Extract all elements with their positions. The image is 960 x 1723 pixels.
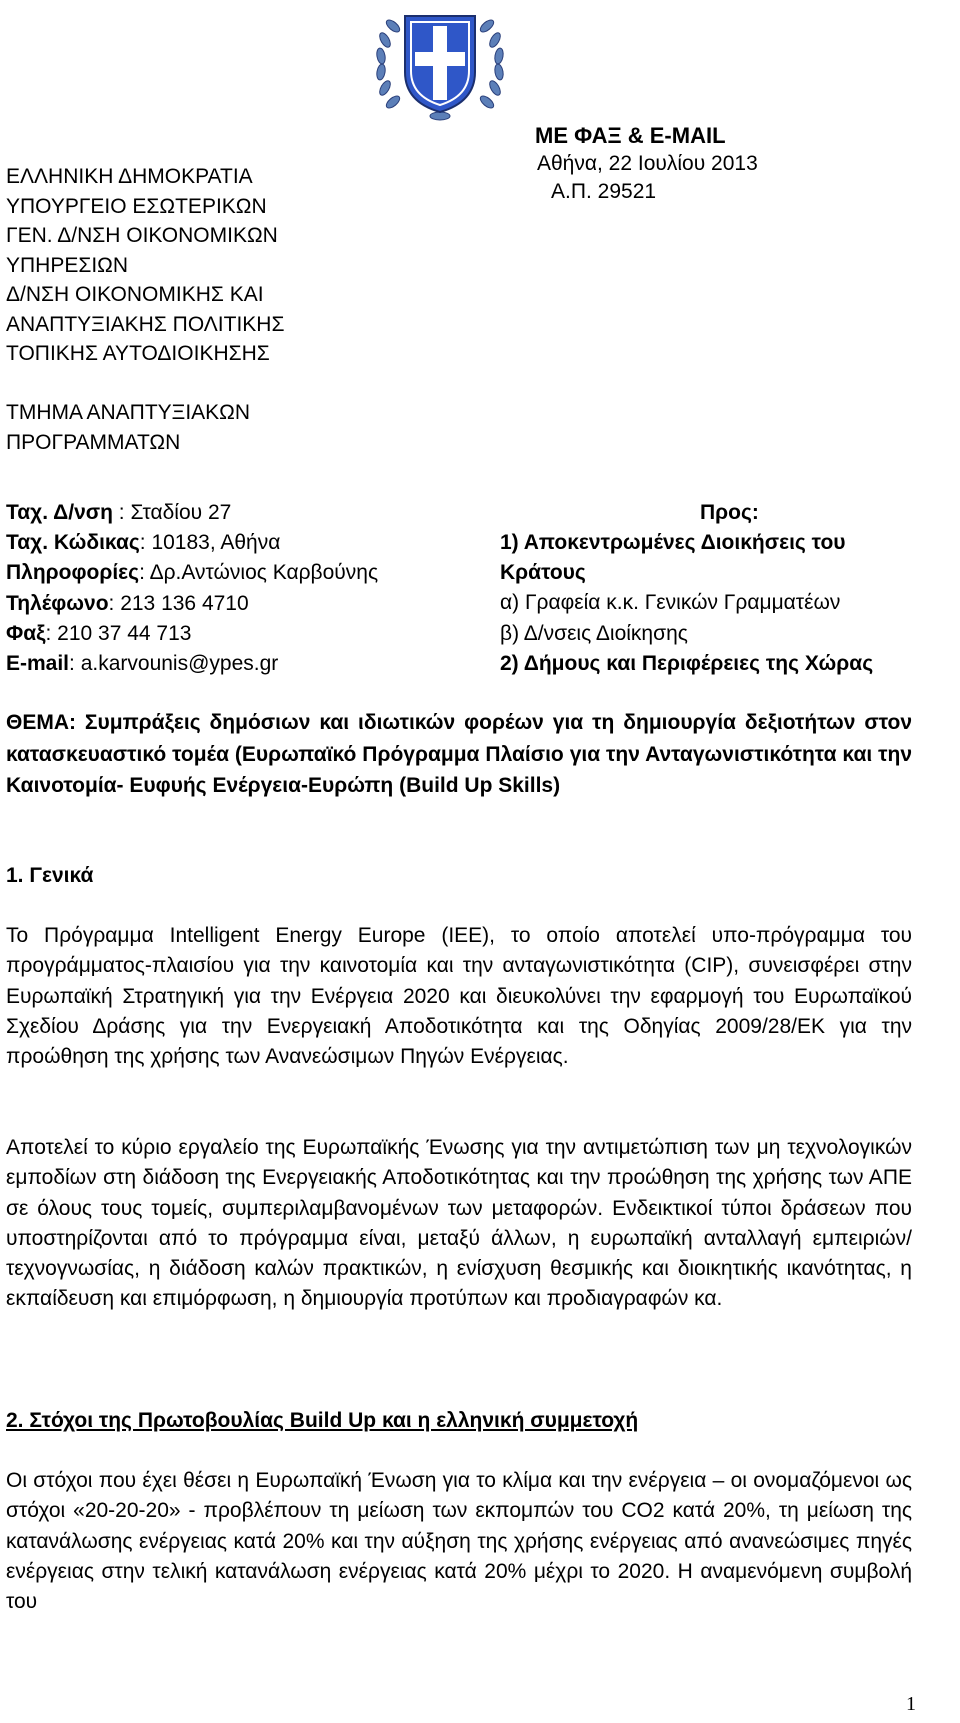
sender-line: Δ/ΝΣΗ ΟΙΚΟΝΟΜΙΚΗΣ ΚΑΙ — [6, 283, 264, 306]
sender-line: ΕΛΛΗΝΙΚΗ ΔΗΜΟΚΡΑΤΙΑ — [6, 165, 253, 188]
greek-coat-of-arms-icon — [365, 2, 515, 124]
sender-line: ΥΠΟΥΡΓΕΙΟ ΕΣΩΤΕΡΙΚΩΝ — [6, 194, 267, 218]
sender-block — [6, 162, 284, 457]
protocol-number: Α.Π. 29521 — [551, 180, 657, 203]
sender-line: ΑΝΑΠΤΥΞΙΑΚΗΣ ΠΟΛΙΤΙΚΗΣ — [6, 312, 285, 336]
sender-line: ΓΕΝ. Δ/ΝΣΗ ΟΙΚΟΝΟΜΙΚΩΝ — [6, 224, 278, 247]
postal-label: Ταχ. Κώδικας — [6, 531, 140, 555]
letter-date: Αθήνα, 22 Ιουλίου 2013 — [537, 152, 758, 175]
department-line: ΤΜΗΜΑ ΑΝΑΠΤΥΞΙΑΚΩΝ — [6, 401, 251, 424]
fax-row — [6, 619, 378, 649]
email-value: : a.karvounis@ypes.gr — [69, 652, 279, 676]
recipient-line: 2) Δήμους και Περιφέρειες της Χώρας — [500, 651, 874, 675]
contact-block — [6, 498, 378, 679]
recipient-line: β) Δ/νσεις Διοίκησης — [500, 621, 688, 645]
phone-value: : 213 136 4710 — [108, 591, 249, 615]
recipient-line: 1) Αποκεντρωμένες Διοικήσεις του — [500, 531, 846, 554]
sender-line: ΤΟΠΙΚΗΣ ΑΥΤΟΔΙΟΙΚΗΣΗΣ — [6, 342, 270, 365]
section-1-paragraph-1: Το Πρόγραμμα Intelligent Energy Europe (IEE), το οποίο αποτελεί υπο-πρόγραμμα του προγράμματος-πλαισίου για την καινοτομία και την ανταγωνιστικότητα (CIP), συνεισφέρει στην Ευρωπαϊκή Στρατηγική για την Ενέργεια 2020 και διευκολύνει την εφαρμογή του Ευρωπαϊκού Σχεδίου Δράσης για την Ενεργειακή Αποδοτικότητα και της Οδηγίας 2009/28/ΕΚ για την προώθηση της χρήσης των Ανανεώσιμων Πηγών Ενέργειας. — [6, 924, 912, 1069]
phone-label: Τηλέφωνο — [6, 591, 109, 615]
postal-row — [6, 528, 378, 558]
recipient-line: α) Γραφεία κ.κ. Γενικών Γραμματέων — [500, 591, 841, 615]
recipients-heading: Προς: — [700, 501, 759, 524]
info-label: Πληροφορίες — [6, 561, 140, 585]
recipients-block — [500, 528, 873, 679]
department-line: ΠΡΟΓΡΑΜΜΑΤΩΝ — [6, 430, 181, 454]
transmission-method: ΜΕ ΦΑΞ & E-MAIL — [535, 123, 726, 148]
phone-row — [6, 589, 378, 619]
postal-value: : 10183, Αθήνα — [139, 531, 281, 555]
fax-label: Φαξ — [6, 621, 46, 645]
info-row — [6, 558, 378, 588]
info-value: : Δρ.Αντώνιος Καρβούνης — [139, 561, 379, 585]
subject: ΘΕΜΑ: Συμπράξεις δημόσιων και ιδιωτικών φορέων για τη δημιουργία δεξιοτήτων στον κατασκευαστικό τομέα (Ευρωπαϊκό Πρόγραμμα Πλαίσιο για την Ανταγωνιστικότητα και την Καινοτομία- Ευφυής Ενέργεια-Ευρώπη (Build Up Skills) — [6, 711, 912, 797]
section-2-paragraph-1: Οι στόχοι που έχει θέσει η Ευρωπαϊκή Ένωση για το κλίμα και την ενέργεια – οι ονομαζόμενοι ως στόχοι «20-20-20» - προβλέπουν τη μείωση των εκπομπών του CO2 κατά 20%, τη μείωση της κατανάλωσης ενέργειας κατά 20% και την αύξηση της χρήσης ενέργειας από ανανεώσιμες πηγές ενέργειας στην τελική κατανάλωση ενέργειας κατά 20% μέχρι το 2020. Η αναμενόμενη συμβολή του — [6, 1469, 912, 1614]
fax-value: : 210 37 44 713 — [45, 621, 192, 645]
email-row — [6, 649, 378, 679]
email-label: E-mail — [6, 652, 70, 676]
page-number: 1 — [906, 1693, 916, 1715]
section-1-heading: 1. Γενικά — [6, 864, 94, 887]
address-row — [6, 498, 378, 528]
address-label: Ταχ. Δ/νση — [6, 501, 113, 524]
recipient-line: Κράτους — [500, 561, 586, 585]
section-1-paragraph-2: Αποτελεί το κύριο εργαλείο της Ευρωπαϊκής Ένωσης για την αντιμετώπιση των μη τεχνολογικών εμποδίων στη διάδοση της Ενεργειακής Αποδοτικότητας και την προώθηση της χρήσης των ΑΠΕ σε όλους τους τομείς, συμπεριλαμβανομένων των μεταφορών. Ενδεικτικοί τύποι δράσεων που υποστηρίζονται από το πρόγραμμα είναι, μεταξύ άλλων, η ευρωπαϊκή ανταλλαγή εμπειριών/τεχνογνωσίας, η διάδοση καλών πρακτικών, η ενίσχυση θεσμικής και διοικητικής ικανότητας, η εκπαίδευση και επιμόρφωση, η δημιουργία προτύπων και προδιαγραφών κα. — [6, 1136, 912, 1311]
section-2-heading: 2. Στόχοι της Πρωτοβουλίας Build Up και η ελληνική συμμετοχή — [6, 1409, 639, 1432]
address-value: : Σταδίου 27 — [112, 501, 232, 524]
sender-line: ΥΠΗΡΕΣΙΩΝ — [6, 253, 129, 277]
